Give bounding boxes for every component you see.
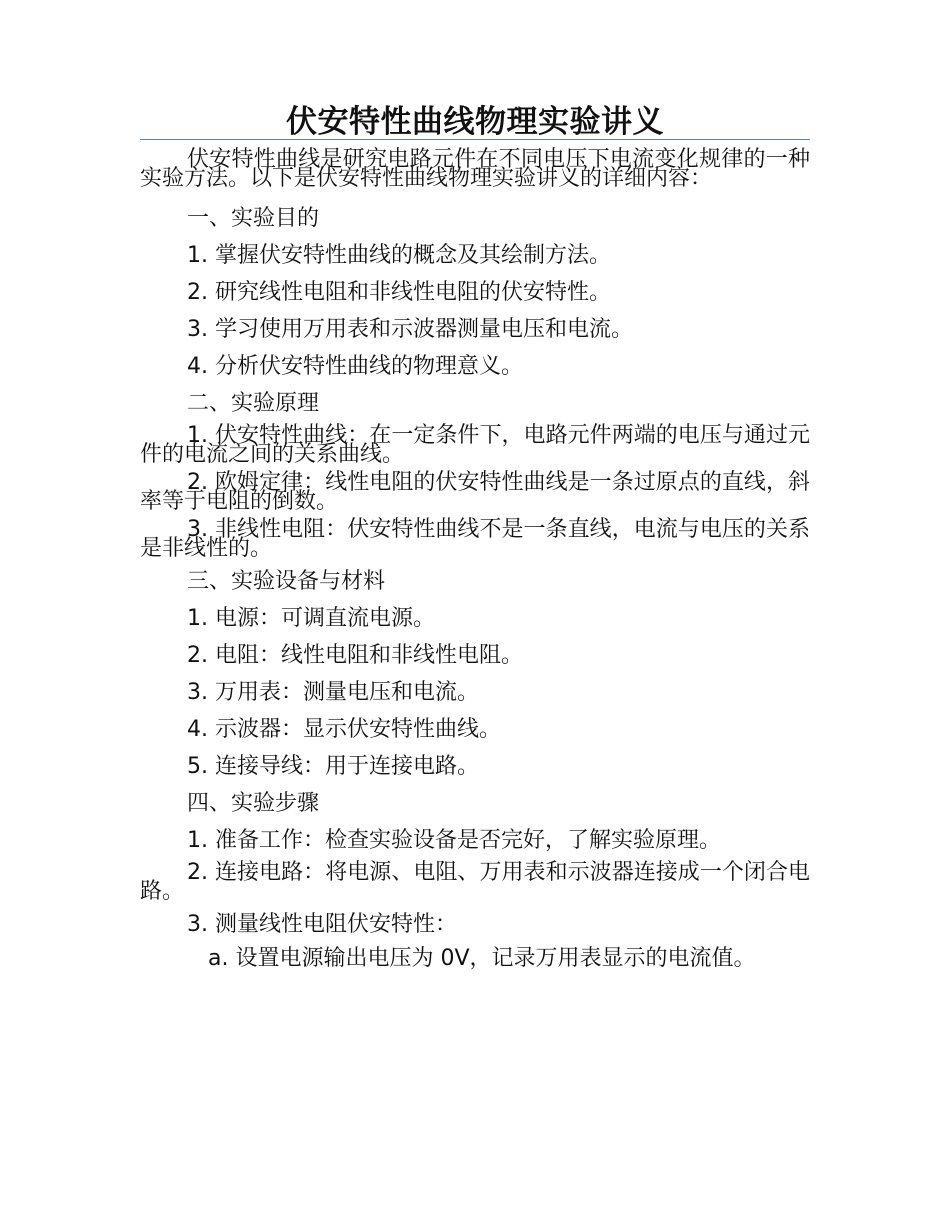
document-body: [140, 147, 810, 979]
section-heading-steps: 四、实验步骤: [187, 791, 320, 816]
purpose-item-2: 2. 研究线性电阻和非线性电阻的伏安特性。: [187, 280, 611, 305]
title-underline: [140, 139, 810, 140]
equipment-item-4: 4. 示波器：显示伏安特性曲线。: [187, 717, 501, 742]
equipment-item-2: 2. 电阻：线性电阻和非线性电阻。: [187, 643, 523, 668]
principle-item-1: 1. 伏安特性曲线：在一定条件下，电路元件两端的电压与通过元件的电流之间的关系曲线。: [140, 423, 810, 467]
equipment-item-5: 5. 连接导线：用于连接电路。: [187, 754, 479, 779]
steps-item-1: 1. 准备工作：检查实验设备是否完好，了解实验原理。: [187, 828, 721, 853]
purpose-item-1: 1. 掌握伏安特性曲线的概念及其绘制方法。: [187, 243, 611, 268]
principle-item-3: 3. 非线性电阻：伏安特性曲线不是一条直线，电流与电压的关系是非线性的。: [140, 517, 810, 561]
intro-paragraph: 伏安特性曲线是研究电路元件在不同电压下电流变化规律的一种实验方法。以下是伏安特性曲线物理实验讲义的详细内容：: [140, 147, 810, 191]
section-heading-equipment: 三、实验设备与材料: [187, 569, 386, 594]
equipment-item-3: 3. 万用表：测量电压和电流。: [187, 680, 479, 705]
steps-item-2: 2. 连接电路：将电源、电阻、万用表和示波器连接成一个闭合电路。: [140, 860, 810, 904]
document-title: 伏安特性曲线物理实验讲义: [286, 104, 664, 140]
purpose-item-4: 4. 分析伏安特性曲线的物理意义。: [187, 354, 523, 379]
equipment-item-1: 1. 电源：可调直流电源。: [187, 606, 435, 631]
steps-item-3: 3. 测量线性电阻伏安特性：: [187, 912, 457, 937]
section-heading-purpose: 一、实验目的: [187, 206, 320, 231]
steps-subitem-a: a. 设置电源输出电压为 0V，记录万用表显示的电流值。: [208, 946, 756, 971]
section-heading-principle: 二、实验原理: [187, 391, 320, 416]
principle-item-2: 2. 欧姆定律：线性电阻的伏安特性曲线是一条过原点的直线，斜率等于电阻的倒数。: [140, 470, 810, 514]
purpose-item-3: 3. 学习使用万用表和示波器测量电压和电流。: [187, 317, 633, 342]
